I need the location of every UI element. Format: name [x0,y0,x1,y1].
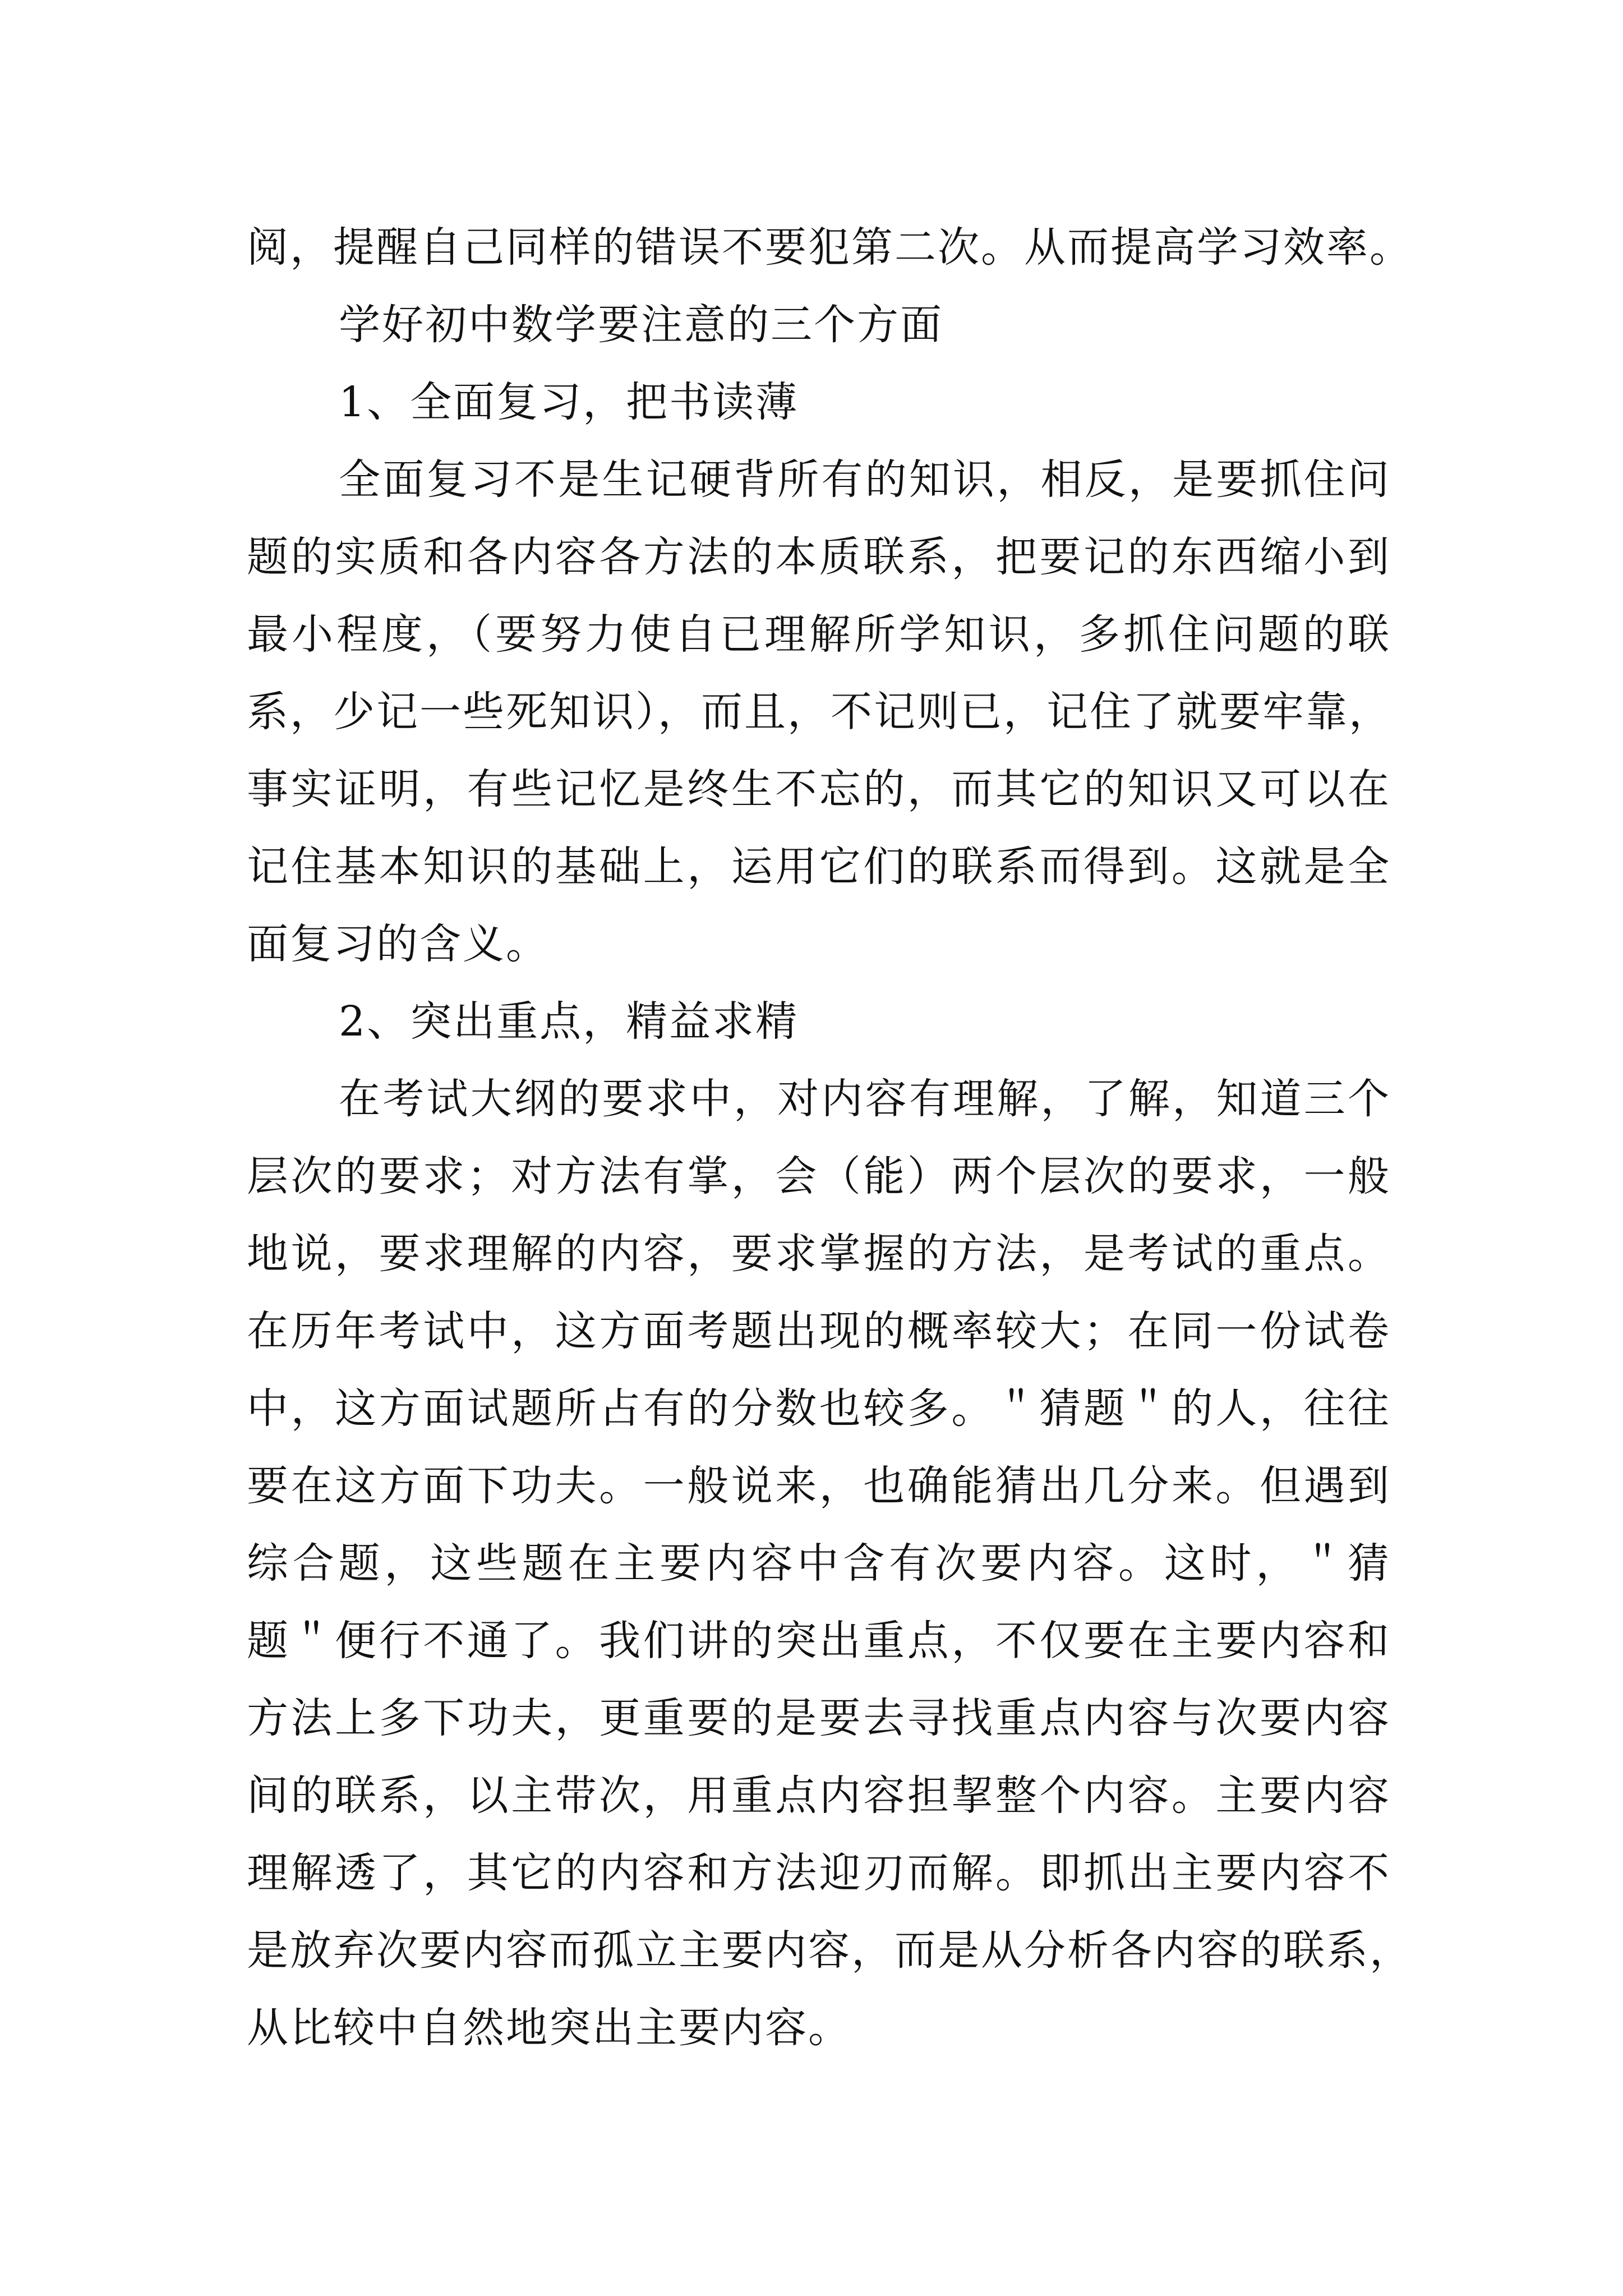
paragraph-line: 理解透了，其它的内容和方法迎刃而解。即抓出主要内容不 [247,1849,1391,1897]
paragraph-line: 是放弃次要内容而孤立主要内容，而是从分析各内容的联系， [247,1926,1413,1975]
subsection-heading: 1、全面复习，把书读薄 [339,378,799,426]
paragraph-line: 地说，要求理解的内容，要求掌握的方法，是考试的重点。 [247,1230,1391,1278]
subsection-heading: 2、突出重点，精益求精 [339,997,799,1046]
paragraph-line: 方法上多下功夫，更重要的是要去寻找重点内容与次要内容 [247,1694,1391,1742]
paragraph-line: 最小程度，（要努力使自已理解所学知识，多抓住问题的联 [247,610,1391,659]
paragraph-line: 全面复习不是生记硬背所有的知识，相反，是要抓住问 [339,455,1391,504]
paragraph-line: 题＂便行不通了。我们讲的突出重点，不仅要在主要内容和 [247,1617,1391,1665]
section-heading: 学好初中数学要注意的三个方面 [339,301,943,349]
paragraph-line: 题的实质和各内容各方法的本质联系，把要记的东西缩小到 [247,533,1391,581]
paragraph-line: 从比较中自然地突出主要内容。 [247,2004,851,2052]
paragraph-line: 层次的要求；对方法有掌，会（能）两个层次的要求，一般 [247,1152,1391,1200]
paragraph-line: 间的联系，以主带次，用重点内容担挈整个内容。主要内容 [247,1772,1391,1820]
paragraph-line: 要在这方面下功夫。一般说来，也确能猜出几分来。但遇到 [247,1462,1391,1510]
paragraph-line: 在考试大纲的要求中，对内容有理解，了解，知道三个 [339,1075,1391,1123]
paragraph-line: 在历年考试中，这方面考题出现的概率较大；在同一份试卷 [247,1307,1391,1355]
paragraph-line: 中，这方面试题所占有的分数也较多。＂猜题＂的人，往往 [247,1384,1391,1433]
paragraph-line: 记住基本知识的基础上，运用它们的联系而得到。这就是全 [247,843,1391,891]
paragraph-line: 阅，提醒自己同样的错误不要犯第二次。从而提高学习效率。 [247,223,1413,272]
paragraph-line: 事实证明，有些记忆是终生不忘的，而其它的知识又可以在 [247,765,1391,813]
paragraph-line: 综合题，这些题在主要内容中含有次要内容。这时，＂猜 [247,1539,1391,1588]
document-body [247,209,1413,2067]
paragraph-line: 面复习的含义。 [247,920,549,968]
paragraph-line: 系，少记一些死知识），而且，不记则已，记住了就要牢靠， [247,688,1392,736]
